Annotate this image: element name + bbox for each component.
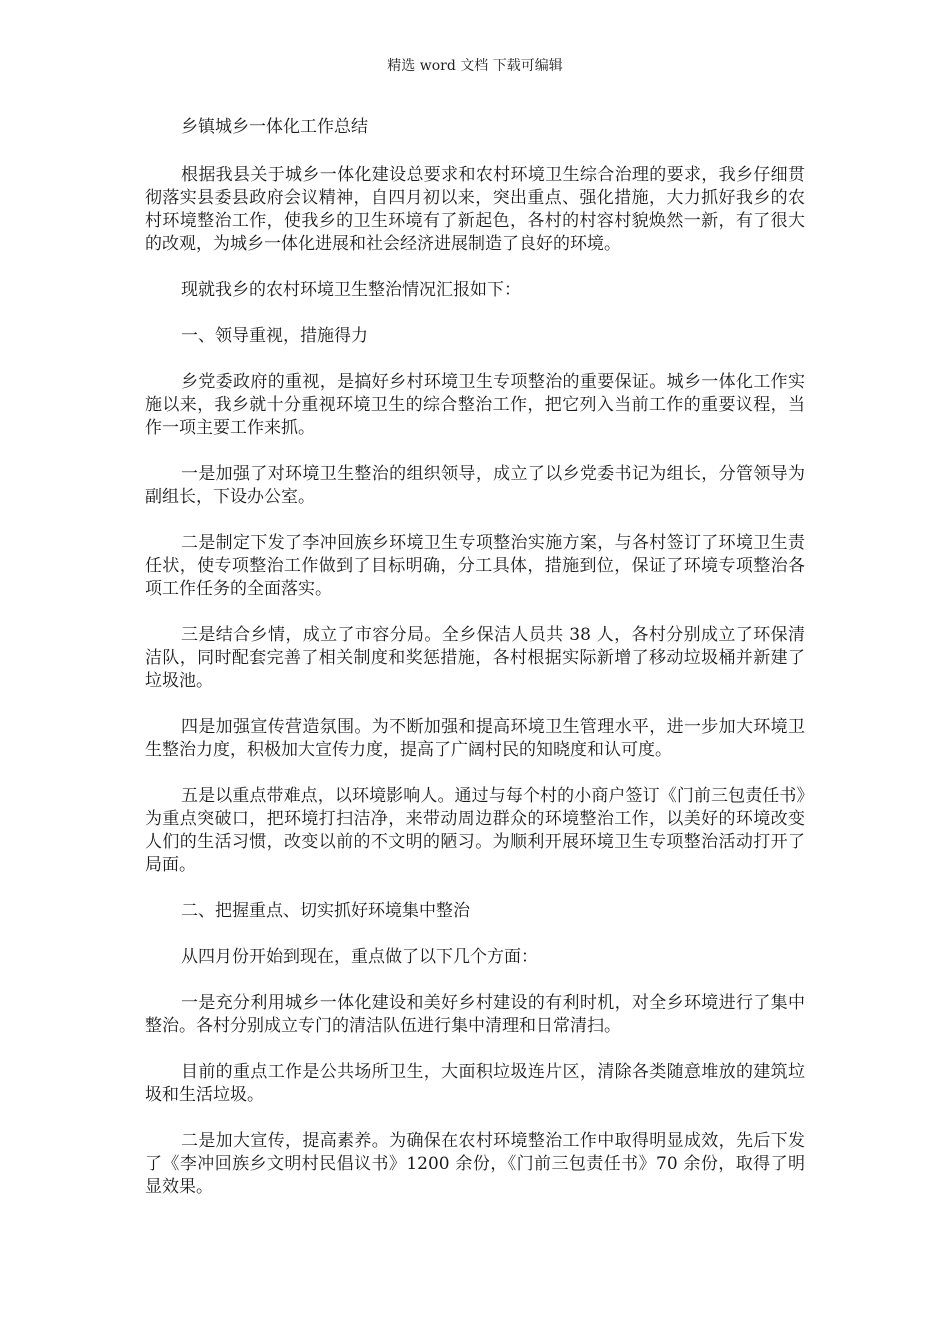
paragraph-intro: 根据我县关于城乡一体化建设总要求和农村环境卫生综合治理的要求，我乡仔细贯彻落实县委县政府会议精神，自四月初以来，突出重点、强化措施，大力抓好我乡的农村环境整治工作，使我乡的卫生环境有了新起色，各村的村容村貌焕然一新，有了很大的改观，为城乡一体化进展和社会经济进展制造了良好的环境。 xyxy=(145,165,805,254)
document-title: 乡镇城乡一体化工作总结 xyxy=(181,117,368,137)
paragraph: 一是加强了对环境卫生整治的组织领导，成立了以乡党委书记为组长，分管领导为副组长，下设办公室。 xyxy=(145,464,805,507)
paragraph: 从四月份开始到现在，重点做了以下几个方面： xyxy=(181,947,538,967)
paragraph-report-lead: 现就我乡的农村环境卫生整治情况汇报如下： xyxy=(181,280,521,300)
paragraph: 二是制定下发了李冲回族乡环境卫生专项整治实施方案，与各村签订了环境卫生责任状，使专项整治工作做到了目标明确，分工具体，措施到位，保证了环境专项整治各项工作任务的全面落实。 xyxy=(145,533,805,599)
paragraph: 三是结合乡情，成立了市容分局。全乡保洁人员共 38 人，各村分别成立了环保清洁队，同时配套完善了相关制度和奖惩措施，各村根据实际新增了移动垃圾桶并新建了垃圾池。 xyxy=(145,625,805,691)
paragraph: 五是以重点带难点，以环境影响人。通过与每个村的小商户签订《门前三包责任书》为重点突破口，把环境打扫洁净，来带动周边群众的环境整治工作，以美好的环境改变人们的生活习惯，改变以前的不文明的陋习。为顺利开展环境卫生专项整治活动打开了局面。 xyxy=(145,786,805,875)
page-header: 精选 word 文档 下载可编辑 xyxy=(387,58,563,74)
section-heading-2: 二、把握重点、切实抓好环境集中整治 xyxy=(181,901,470,921)
paragraph: 四是加强宣传营造氛围。为不断加强和提高环境卫生管理水平，进一步加大环境卫生整治力度，积极加大宣传力度，提高了广阔村民的知晓度和认可度。 xyxy=(145,717,805,760)
paragraph: 一是充分利用城乡一体化建设和美好乡村建设的有利时机，对全乡环境进行了集中整治。各村分别成立专门的清洁队伍进行集中清理和日常清扫。 xyxy=(145,993,805,1036)
paragraph: 目前的重点工作是公共场所卫生，大面积垃圾连片区，清除各类随意堆放的建筑垃圾和生活垃圾。 xyxy=(145,1062,805,1105)
document-body xyxy=(145,116,805,1222)
paragraph: 二是加大宣传，提高素养。为确保在农村环境整治工作中取得明显成效，先后下发了《李冲回族乡文明村民倡议书》1200 余份，《门前三包责任书》70 余份，取得了明显效果。 xyxy=(145,1131,805,1197)
paragraph: 乡党委政府的重视，是搞好乡村环境卫生专项整治的重要保证。城乡一体化工作实施以来，我乡就十分重视环境卫生的综合整治工作，把它列入当前工作的重要议程，当作一项主要工作来抓。 xyxy=(145,372,805,438)
section-heading-1: 一、领导重视，措施得力 xyxy=(181,326,368,346)
